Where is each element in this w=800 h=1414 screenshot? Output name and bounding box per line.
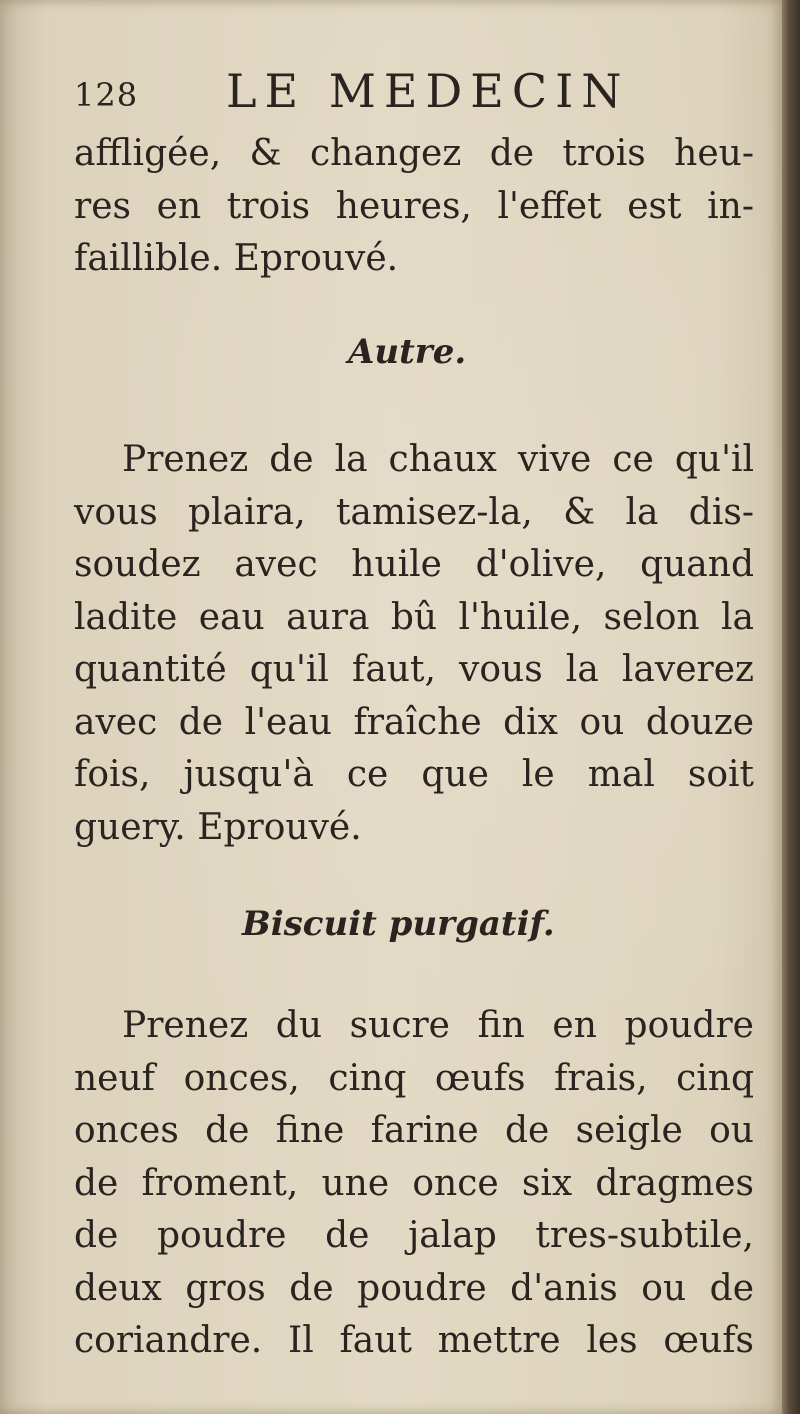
text-line: soudez avec huile d'olive, quand bbox=[74, 544, 754, 585]
recipe-paragraph bbox=[74, 434, 754, 854]
section-title: Biscuit purgatif. bbox=[242, 904, 555, 944]
page-header bbox=[74, 62, 734, 122]
text-line: ladite eau aura bû l'huile, selon la bbox=[74, 596, 754, 638]
page-number: 128 bbox=[74, 76, 139, 114]
section-title: Autre. bbox=[348, 332, 467, 372]
continuation-paragraph bbox=[74, 128, 754, 286]
text-line: Prenez de la chaux vive ce qu'il bbox=[122, 439, 754, 480]
text-line: guery. Eprouvé. bbox=[74, 806, 362, 848]
text-line: affligée, & changez de trois heu- bbox=[74, 133, 754, 174]
text-line: onces de fine farine de seigle ou bbox=[74, 1110, 754, 1151]
text-line: de poudre de jalap tres-subtile, bbox=[74, 1215, 754, 1256]
text-line: vous plaira, tamisez-la, & la dis- bbox=[74, 491, 754, 533]
page-edge bbox=[782, 0, 800, 1414]
text-line: res en trois heures, l'effet est in- bbox=[74, 185, 754, 227]
text-line: de froment, une once six dragmes bbox=[74, 1162, 754, 1204]
text-line: avec de l'eau fraîche dix ou douze bbox=[74, 701, 754, 743]
text-line: Prenez du sucre fin en poudre bbox=[122, 1005, 754, 1046]
running-head: LE MEDECIN bbox=[226, 64, 630, 118]
text-line: fois, jusqu'à ce que le mal soit bbox=[74, 754, 754, 795]
text-line: quantité qu'il faut, vous la laverez bbox=[74, 649, 754, 690]
text-line: coriandre. Il faut mettre les œufs bbox=[74, 1320, 754, 1361]
text-line: deux gros de poudre d'anis ou de bbox=[74, 1267, 754, 1309]
text-line: faillible. Eprouvé. bbox=[74, 238, 399, 279]
text-line: neuf onces, cinq œufs frais, cinq bbox=[74, 1057, 754, 1099]
recipe-paragraph bbox=[74, 1000, 754, 1368]
